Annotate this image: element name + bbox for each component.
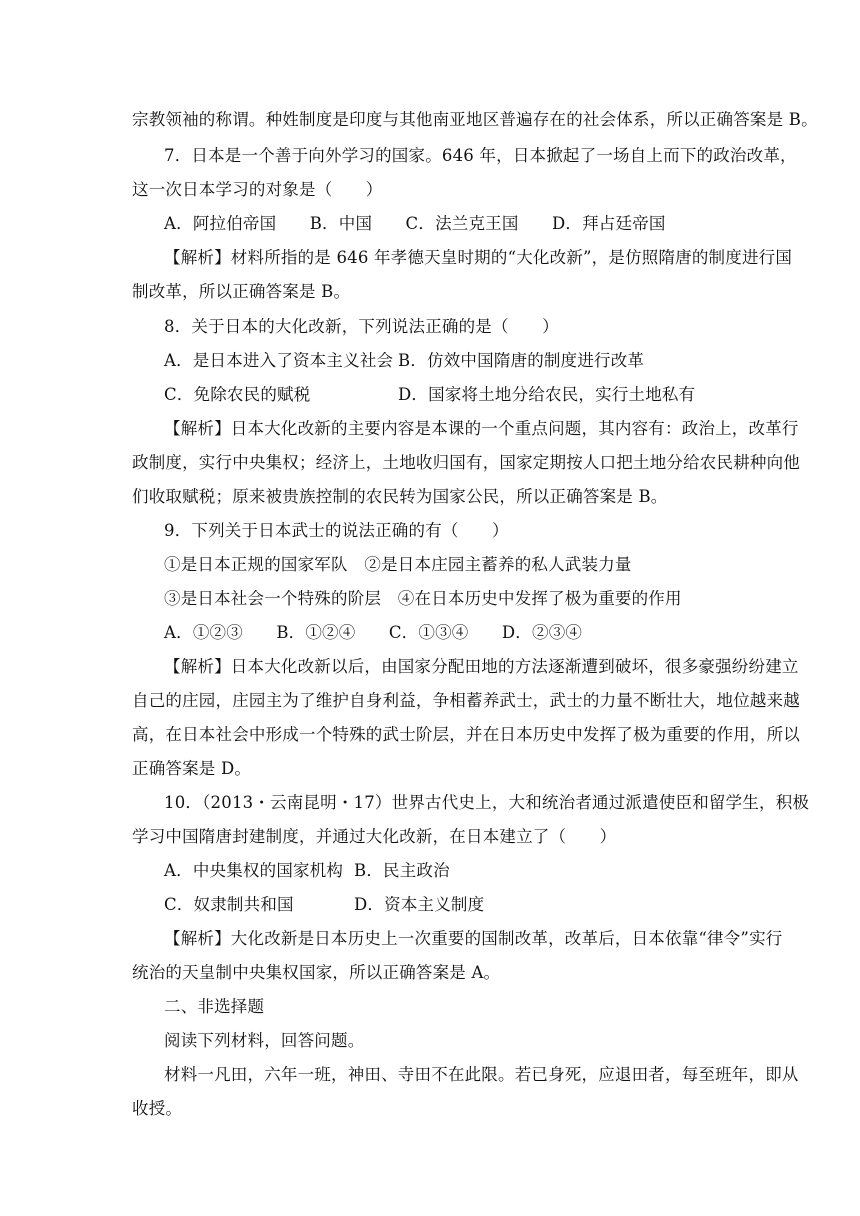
question-7-explanation-cont: 制改革，所以正确答案是 B。 xyxy=(132,282,351,301)
question-9-explanation-cont-3: 正确答案是 D。 xyxy=(132,759,252,778)
question-10-explanation: 【解析】大化改新是日本历史上一次重要的国制改革，改革后，日本依靠“律令”实行 xyxy=(164,929,783,948)
section-heading-non-choice: 二、非选择题 xyxy=(164,997,265,1016)
question-8-explanation-cont-2: 们收取赋税；原来被贵族控制的农民转为国家公民，所以正确答案是 B。 xyxy=(132,487,668,506)
question-7-options: A．阿拉伯帝国 B．中国 C．法兰克王国 D．拜占廷帝国 xyxy=(164,214,666,233)
question-10-stem: 10．（2013・云南昆明・17）世界古代史上，大和统治者通过派遣使臣和留学生，积极 xyxy=(164,793,810,812)
material-1: 材料一凡田，六年一班，神田、寺田不在此限。若已身死，应退田者，每至班年，即从 xyxy=(164,1065,799,1084)
question-9-statements-2: ③是日本社会一个特殊的阶层 ④在日本历史中发挥了极为重要的作用 xyxy=(164,589,682,608)
question-8-explanation-cont-1: 政制度，实行中央集权；经济上，土地收归国有，国家定期按人口把土地分给农民耕种向他 xyxy=(132,453,800,472)
question-7-stem-cont: 这一次日本学习的对象是（ ） xyxy=(132,180,383,199)
question-10-option-b: B．民主政治 xyxy=(354,861,450,880)
q6-explanation-end: 宗教领袖的称谓。种姓制度是印度与其他南亚地区普遍存在的社会体系，所以正确答案是 B。 xyxy=(132,110,818,129)
instruction: 阅读下列材料，回答问题。 xyxy=(164,1031,365,1050)
question-9-options: A．①②③ B．①②④ C．①③④ D．②③④ xyxy=(164,623,583,642)
question-8-explanation: 【解析】日本大化改新的主要内容是本课的一个重点问题，其内容有：政治上，改革行 xyxy=(164,419,799,438)
question-7-stem: 7．日本是一个善于向外学习的国家。646 年，日本掀起了一场自上而下的政治改革， xyxy=(164,146,797,165)
question-8-option-b: B．仿效中国隋唐的制度进行改革 xyxy=(398,351,645,370)
question-10-option-a: A．中央集权的国家机构 xyxy=(164,861,344,880)
question-8-option-d: D．国家将土地分给农民，实行土地私有 xyxy=(398,385,696,404)
question-9-stem: 9．下列关于日本武士的说法正确的有（ ） xyxy=(164,521,509,540)
question-9-explanation: 【解析】日本大化改新以后，由国家分配田地的方法逐渐遭到破坏，很多豪强纷纷建立 xyxy=(164,657,799,676)
question-10-explanation-cont: 统治的天皇制中央集权国家，所以正确答案是 A。 xyxy=(132,963,501,982)
question-9-explanation-cont-2: 高，在日本社会中形成一个特殊的武士阶层，并在日本历史中发挥了极为重要的作用，所以 xyxy=(132,725,800,744)
question-10-option-c: C．奴隶制共和国 xyxy=(164,895,294,914)
question-10-option-d: D．资本主义制度 xyxy=(354,895,485,914)
question-8-option-c: C．免除农民的赋税 xyxy=(164,385,311,404)
question-8-stem: 8．关于日本的大化改新，下列说法正确的是（ ） xyxy=(164,317,559,336)
question-8-option-a: A．是日本进入了资本主义社会 xyxy=(164,351,394,370)
question-7-explanation: 【解析】材料所指的是 646 年孝德天皇时期的“大化改新”，是仿照隋唐的制度进行国 xyxy=(164,248,793,267)
question-9-statements-1: ①是日本正规的国家军队 ②是日本庄园主蓄养的私人武装力量 xyxy=(164,555,632,574)
material-1-cont: 收授。 xyxy=(132,1099,183,1118)
question-9-explanation-cont-1: 自己的庄园，庄园主为了维护自身利益，争相蓄养武士，武士的力量不断壮大，地位越来越 xyxy=(132,691,800,710)
question-10-stem-cont: 学习中国隋唐封建制度，并通过大化改新，在日本建立了（ ） xyxy=(132,827,617,846)
